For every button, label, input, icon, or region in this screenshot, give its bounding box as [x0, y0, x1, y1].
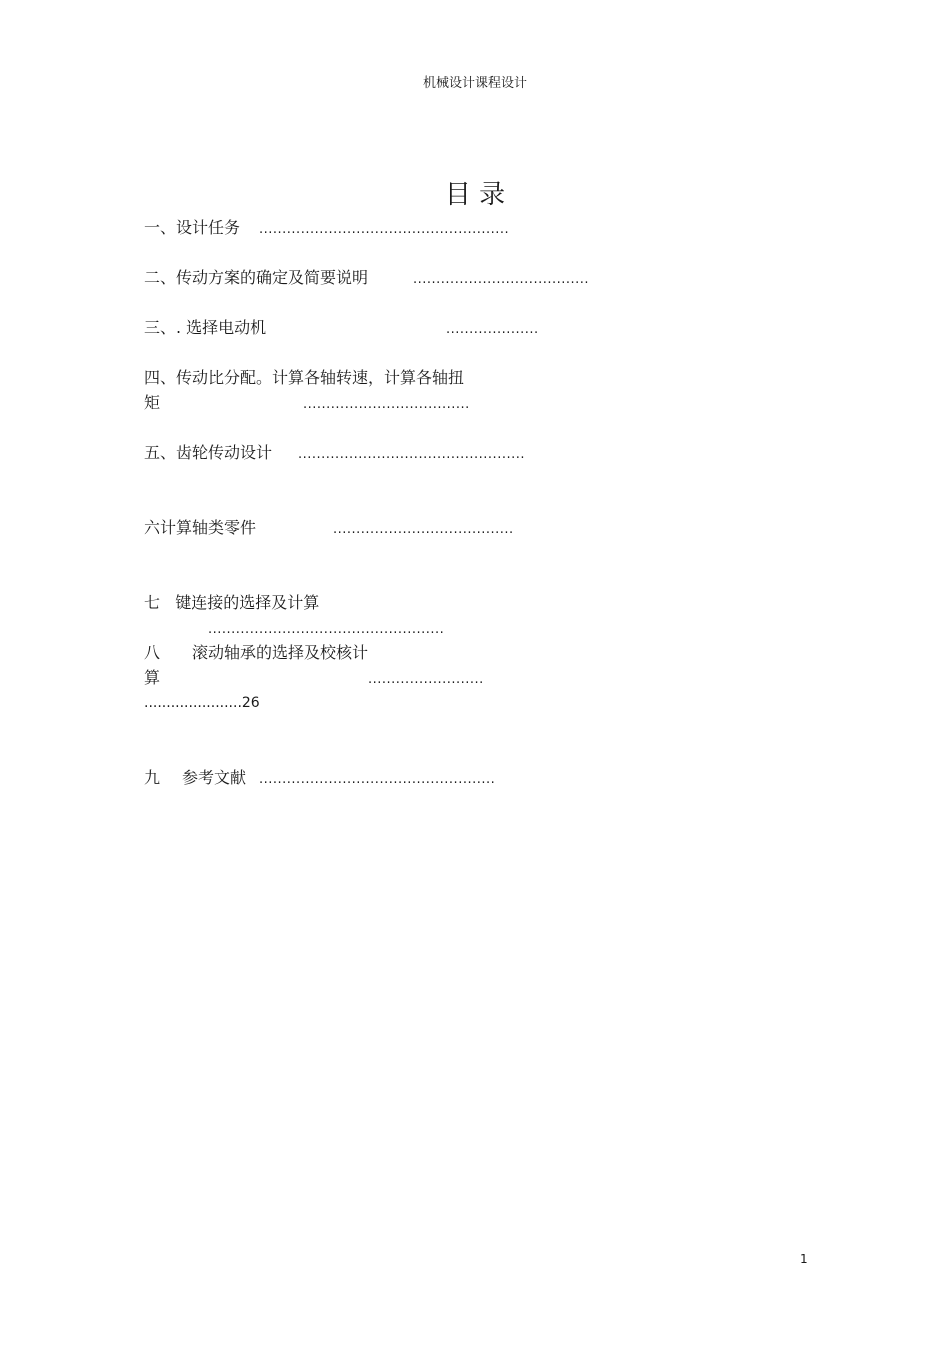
toc-entry-3-label: 三、. 选择电动机 — [144, 318, 267, 337]
toc-entry-9-label: 参考文献 — [182, 768, 247, 787]
toc-entry-9-leader: ................................................... — [259, 772, 496, 787]
toc-entry-6-leader: ....................................... — [333, 522, 514, 537]
toc-entry-8-label-line2: 算 — [144, 668, 161, 687]
toc-entry-3-leader: .................... — [446, 322, 539, 337]
toc-entry-8-number: 八 — [144, 643, 161, 662]
toc-entry-5-leader: ................................................. — [298, 447, 525, 462]
toc-entry-5-label: 五、齿轮传动设计 — [144, 443, 273, 462]
toc-entry-4-label-line1: 四、传动比分配。计算各轴转速，计算各轴扭 — [144, 368, 465, 387]
toc-entry-6-label: 六计算轴类零件 — [144, 518, 257, 537]
toc-entry-8-leader: ......................... — [368, 672, 484, 687]
toc-entry-2-leader: ...................................... — [413, 272, 590, 287]
running-header: 机械设计课程设计 — [422, 76, 527, 91]
toc-entry-1-leader: ...................................................... — [259, 222, 510, 237]
page-title: 目 录 — [444, 180, 506, 210]
toc-entry-7-label: 七 键连接的选择及计算 — [144, 593, 320, 612]
toc-entry-8-leader-page: ......................26 — [144, 695, 260, 711]
toc-entry-8-label-line1: 滚动轴承的选择及校核计 — [192, 643, 369, 662]
toc-entry-2-label: 二、传动方案的确定及简要说明 — [144, 268, 369, 287]
toc-entry-4-leader: .................................... — [303, 397, 470, 412]
toc-entry-7-leader: ................................................... — [208, 622, 445, 637]
toc-entry-4-label-line2: 矩 — [144, 393, 161, 412]
page-number: 1 — [800, 1252, 808, 1266]
toc-entry-1-label: 一、设计任务 — [144, 218, 241, 237]
toc-entry-9-number: 九 — [144, 768, 161, 787]
